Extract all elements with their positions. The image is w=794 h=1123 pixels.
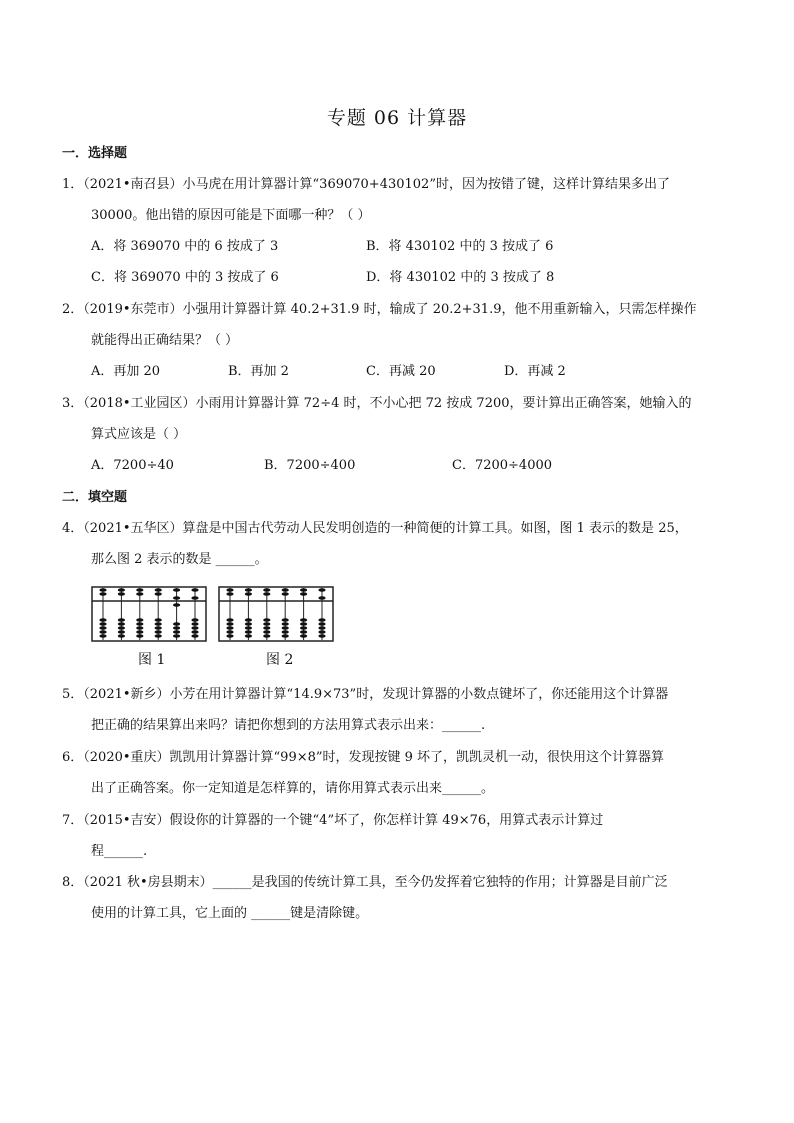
abacus-bead (282, 630, 289, 634)
abacus-bead (99, 630, 106, 634)
abacus-bead (155, 618, 162, 622)
abacus-bead (136, 634, 143, 638)
question-2-line-2: 就能得出正确结果？（ ） (91, 333, 239, 348)
question-1-line-1: 1．（2021•南召县）小马虎在用计算器计算“369070+430102”时，因为按错了键，这样计算结果多出了 (62, 177, 670, 192)
abacus-bead (136, 630, 143, 634)
abacus-bead (226, 630, 233, 634)
question-6-line-2: 出了正确答案。你一定知道是怎样算的，请你用算式表示出来______。 (91, 781, 495, 796)
abacus-bead (173, 630, 180, 634)
abacus-bead (136, 626, 143, 630)
question-2-option-c: C．再减 20 (366, 364, 436, 379)
abacus-bead (318, 626, 325, 630)
question-1-option-d: D．将 430102 中的 3 按成了 8 (366, 270, 555, 285)
abacus-bead (263, 626, 270, 630)
abacus-bead (173, 626, 180, 630)
abacus-bead (155, 634, 162, 638)
abacus-bead (155, 592, 162, 596)
abacus-bead (118, 630, 125, 634)
abacus-bead (173, 622, 180, 626)
abacus-bead (282, 592, 289, 596)
question-6-line-1: 6．（2020•重庆）凯凯用计算器计算“99×8”时，发现按键 9 坏了，凯凯灵机一动，很快用这个计算器算 (62, 750, 665, 765)
abacus-bead (300, 630, 307, 634)
abacus-bead (318, 634, 325, 638)
question-1-line-2: 30000。他出错的原因可能是下面哪一种？（ ） (91, 208, 371, 223)
abacus-bead (136, 622, 143, 626)
abacus-bead (300, 634, 307, 638)
question-3-option-b: B．7200÷400 (264, 458, 356, 473)
abacus-bead (226, 622, 233, 626)
figure-1-label: 图 1 (138, 652, 166, 668)
abacus-bead (226, 618, 233, 622)
question-1-option-a: A．将 369070 中的 6 按成了 3 (91, 239, 279, 254)
question-4-line-1: 4．（2021•五华区）算盘是中国古代劳动人民发明创造的一种简便的计算工具。如图，图 1 表示的数是 25， (62, 521, 688, 536)
abacus-bead (118, 618, 125, 622)
abacus-bead (118, 622, 125, 626)
abacus-bead (245, 588, 252, 592)
abacus-bead (191, 588, 198, 592)
question-7-line-2: 程______. (91, 844, 148, 859)
figure-2-label: 图 2 (266, 652, 294, 668)
abacus-bead (282, 618, 289, 622)
abacus-bead (191, 626, 198, 630)
abacus-bead (245, 626, 252, 630)
abacus-bead (136, 592, 143, 596)
abacus-bead (136, 618, 143, 622)
question-2-option-d: D．再减 2 (504, 364, 566, 379)
section-heading-fill: 二．填空题 (62, 490, 128, 505)
abacus-bead (99, 622, 106, 626)
abacus-bead (99, 588, 106, 592)
abacus-bead (318, 596, 325, 600)
question-1-option-b: B．将 430102 中的 3 按成了 6 (366, 239, 554, 254)
abacus-bead (191, 622, 198, 626)
abacus-bead (226, 588, 233, 592)
abacus-bead (245, 634, 252, 638)
abacus-bead (118, 634, 125, 638)
question-7-line-1: 7．（2015•吉安）假设你的计算器的一个键“4”坏了，你怎样计算 49×76，用算式表示计算过 (62, 813, 604, 828)
abacus-bead (245, 618, 252, 622)
abacus-bead (118, 626, 125, 630)
question-2-option-b: B．再加 2 (228, 364, 289, 379)
abacus-bead (282, 626, 289, 630)
abacus-bead (300, 622, 307, 626)
abacus-bead (191, 634, 198, 638)
abacus-bead (155, 626, 162, 630)
abacus-bead (191, 630, 198, 634)
abacus-bead (263, 630, 270, 634)
abacus-bead (263, 588, 270, 592)
abacus-bead (226, 626, 233, 630)
abacus-bead (173, 596, 180, 600)
abacus-bead (282, 588, 289, 592)
abacus-bead (191, 596, 198, 600)
question-5-line-2: 把正确的结果算出来吗？请把你想到的方法用算式表示出来：______. (91, 718, 486, 733)
abacus-bead (263, 634, 270, 638)
abacus-bead (173, 603, 180, 607)
abacus-bead (318, 618, 325, 622)
question-3-option-a: A．7200÷40 (91, 458, 174, 473)
abacus-bead (318, 630, 325, 634)
abacus-bead (245, 622, 252, 626)
abacus-bead (99, 634, 106, 638)
abacus-bead (136, 588, 143, 592)
abacus-bead (155, 630, 162, 634)
abacus-bead (318, 588, 325, 592)
abacus-bead (191, 618, 198, 622)
abacus-bead (226, 634, 233, 638)
abacus-bead (99, 618, 106, 622)
question-8-line-1: 8．（2021 秋•房县期末）______是我国的传统计算工具，至今仍发挥着它独特的作用；计算器是目前广泛 (62, 875, 668, 890)
question-3-line-1: 3．（2018•工业园区）小雨用计算器计算 72÷4 时，不小心把 72 按成 7200，要计算出正确答案，她输入的 (62, 396, 692, 411)
abacus-bead (226, 592, 233, 596)
question-2-option-a: A．再加 20 (91, 364, 161, 379)
question-3-option-c: C．7200÷4000 (452, 458, 553, 473)
abacus-bead (263, 618, 270, 622)
question-4-line-2: 那么图 2 表示的数是 ______。 (91, 552, 268, 567)
abacus-bead (300, 618, 307, 622)
section-heading-choice: 一．选择题 (62, 146, 128, 161)
abacus-bead (245, 592, 252, 596)
question-1-option-c: C．将 369070 中的 3 按成了 6 (91, 270, 279, 285)
abacus-bead (318, 622, 325, 626)
abacus-figure-2 (218, 586, 334, 642)
abacus-bead (99, 592, 106, 596)
abacus-bead (245, 630, 252, 634)
abacus-figure-1 (91, 586, 207, 642)
question-3-line-2: 算式应该是（ ） (91, 427, 187, 442)
abacus-bead (282, 622, 289, 626)
question-5-line-1: 5．（2021•新乡）小芳在用计算器计算“14.9×73”时，发现计算器的小数点键坏了，你还能用这个计算器 (62, 687, 669, 702)
abacus-bead (173, 588, 180, 592)
question-8-line-2: 使用的计算工具，它上面的 ______键是清除键。 (91, 906, 369, 921)
abacus-bead (155, 588, 162, 592)
abacus-bead (282, 634, 289, 638)
abacus-bead (155, 622, 162, 626)
abacus-bead (300, 626, 307, 630)
abacus-bead (173, 634, 180, 638)
abacus-bead (118, 592, 125, 596)
abacus-bead (263, 592, 270, 596)
abacus-bead (118, 588, 125, 592)
question-2-line-1: 2．（2019•东莞市）小强用计算器计算 40.2+31.9 时，输成了 20.2+31.9，他不用重新输入，只需怎样操作 (62, 302, 697, 317)
abacus-bead (263, 622, 270, 626)
abacus-bead (300, 592, 307, 596)
page-title: 专题 06 计算器 (326, 107, 468, 129)
abacus-bead (99, 626, 106, 630)
abacus-bead (300, 588, 307, 592)
